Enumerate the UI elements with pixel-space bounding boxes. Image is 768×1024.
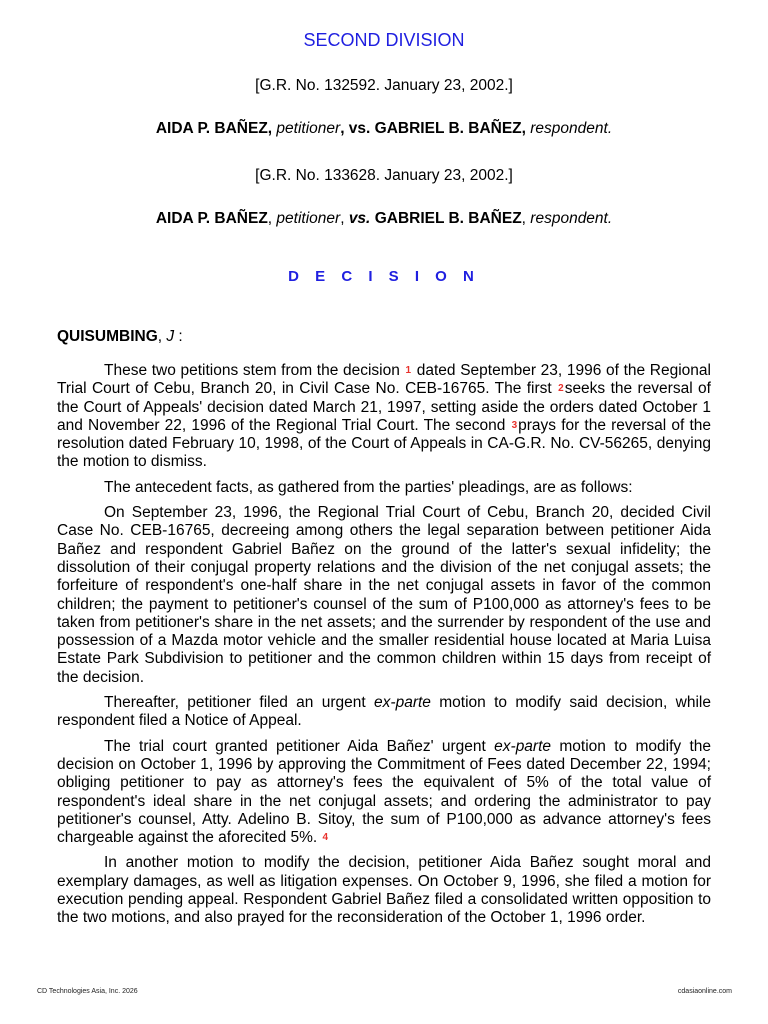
respondent-label: respondent. (530, 210, 613, 227)
paragraph-2: The antecedent facts, as gathered from the parties' pleadings, are as follows: (104, 478, 633, 496)
decision-title: D E C I S I O N (288, 268, 480, 285)
case-number-2: [G.R. No. 133628. January 23, 2002.] (255, 167, 513, 184)
ponente-line: QUISUMBING, J : (57, 328, 183, 345)
division-heading: SECOND DIVISION (303, 30, 465, 50)
petitioner-label: petitioner (276, 120, 341, 137)
footnote-link-2[interactable]: 2 (558, 383, 564, 395)
footnote-link-3[interactable]: 3 (511, 419, 518, 431)
case-parties-2: AIDA P. BAÑEZ, petitioner, vs. GABRIEL B. BAÑEZ, respondent. (155, 210, 613, 227)
ponente-tail: : (174, 328, 183, 345)
paragraph-5: The trial court granted petitioner Aida Bañez' urgent ex-parte motion to modify the decision on October 1, 1996 by approving the Commitment of Fees dated December 22, 1994; obliging petitioner to pay as attorney's fees the equivalent of 5% of the total value of respondent's ideal share in the net conjugal assets; and ordering the administrator to pay petitioner's counsel, Atty. Adelino B. Sitoy, the sum of P100,000 as advance attorney's fees chargeable against the aforecited 5%. 4 (57, 737, 712, 847)
versus-label: , vs. (340, 120, 371, 137)
respondent-name: GABRIEL B. BAÑEZ, (374, 120, 526, 137)
respondent-label: respondent. (530, 120, 613, 137)
footnote-link-1[interactable]: 1 (405, 365, 412, 376)
footer-copyright: CD Technologies Asia, Inc. 2026 (37, 988, 138, 995)
case-parties-1 (0, 120, 768, 138)
paragraph-1: These two petitions stem from the decision 1 dated September 23, 1996 of the Regional Trial Court of Cebu, Branch 20, in Civil Case No. CEB-16765. The first 2seeks the reversal of the Court of Appeals' decision dated March 21, 1997, setting aside the orders dated October 1 and November 22, 1996 of the Regional Trial Court. The second 3prays for the reversal of the resolution dated February 10, 1998, of the Court of Appeals in CA-G.R. No. CV-56265, denying the motion to dismiss. (57, 362, 712, 471)
decision-body (57, 362, 711, 935)
petitioner-name: AIDA P. BAÑEZ (155, 210, 268, 227)
case-number-1: [G.R. No. 132592. January 23, 2002.] (255, 77, 513, 94)
footer-site: cdasiaonline.com (677, 988, 732, 995)
paragraph-6: In another motion to modify the decision, petitioner Aida Bañez sought moral and exemplary damages, as well as litigation expenses. On October 9, 1996, she filed a motion for execution pending appeal. Respondent Gabriel Bañez filed a consolidated written opposition to the two motions, and also prayed for the reconsideration of the October 1, 1996 order. (57, 854, 711, 927)
respondent-name: GABRIEL B. BAÑEZ (374, 210, 522, 227)
versus-label: vs. (348, 210, 371, 227)
paragraph-4: Thereafter, petitioner filed an urgent ex-parte motion to modify said decision, while respondent filed a Notice of Appeal. (57, 694, 711, 730)
paragraph-3: On September 23, 1996, the Regional Trial Court of Cebu, Branch 20, decided Civil Case No. CEB-16765, decreeing among others the legal separation between petitioner Aida Bañez and respondent Gabriel Bañez on the ground of the latter's sexual infidelity; the dissolution of their conjugal property relations and the division of the net conjugal assets; the forfeiture of respondent's one-half share in the net conjugal assets in favor of the common children; the payment to petitioner's counsel of the sum of P100,000 as attorney's fees to be taken from petitioner's share in the net assets; and the surrender by respondent of the use and possession of a Mazda motor vehicle and the smaller residential house located at Maria Luisa Estate Park Subdivision to petitioner and the common children within 15 days from receipt of the decision. (57, 504, 711, 686)
ponente-name: QUISUMBING (57, 328, 158, 345)
petitioner-name: AIDA P. BAÑEZ, (155, 120, 273, 137)
footnote-link-4[interactable]: 4 (322, 832, 329, 844)
ponente-suffix: J (166, 328, 175, 345)
petitioner-label: petitioner (276, 210, 341, 227)
